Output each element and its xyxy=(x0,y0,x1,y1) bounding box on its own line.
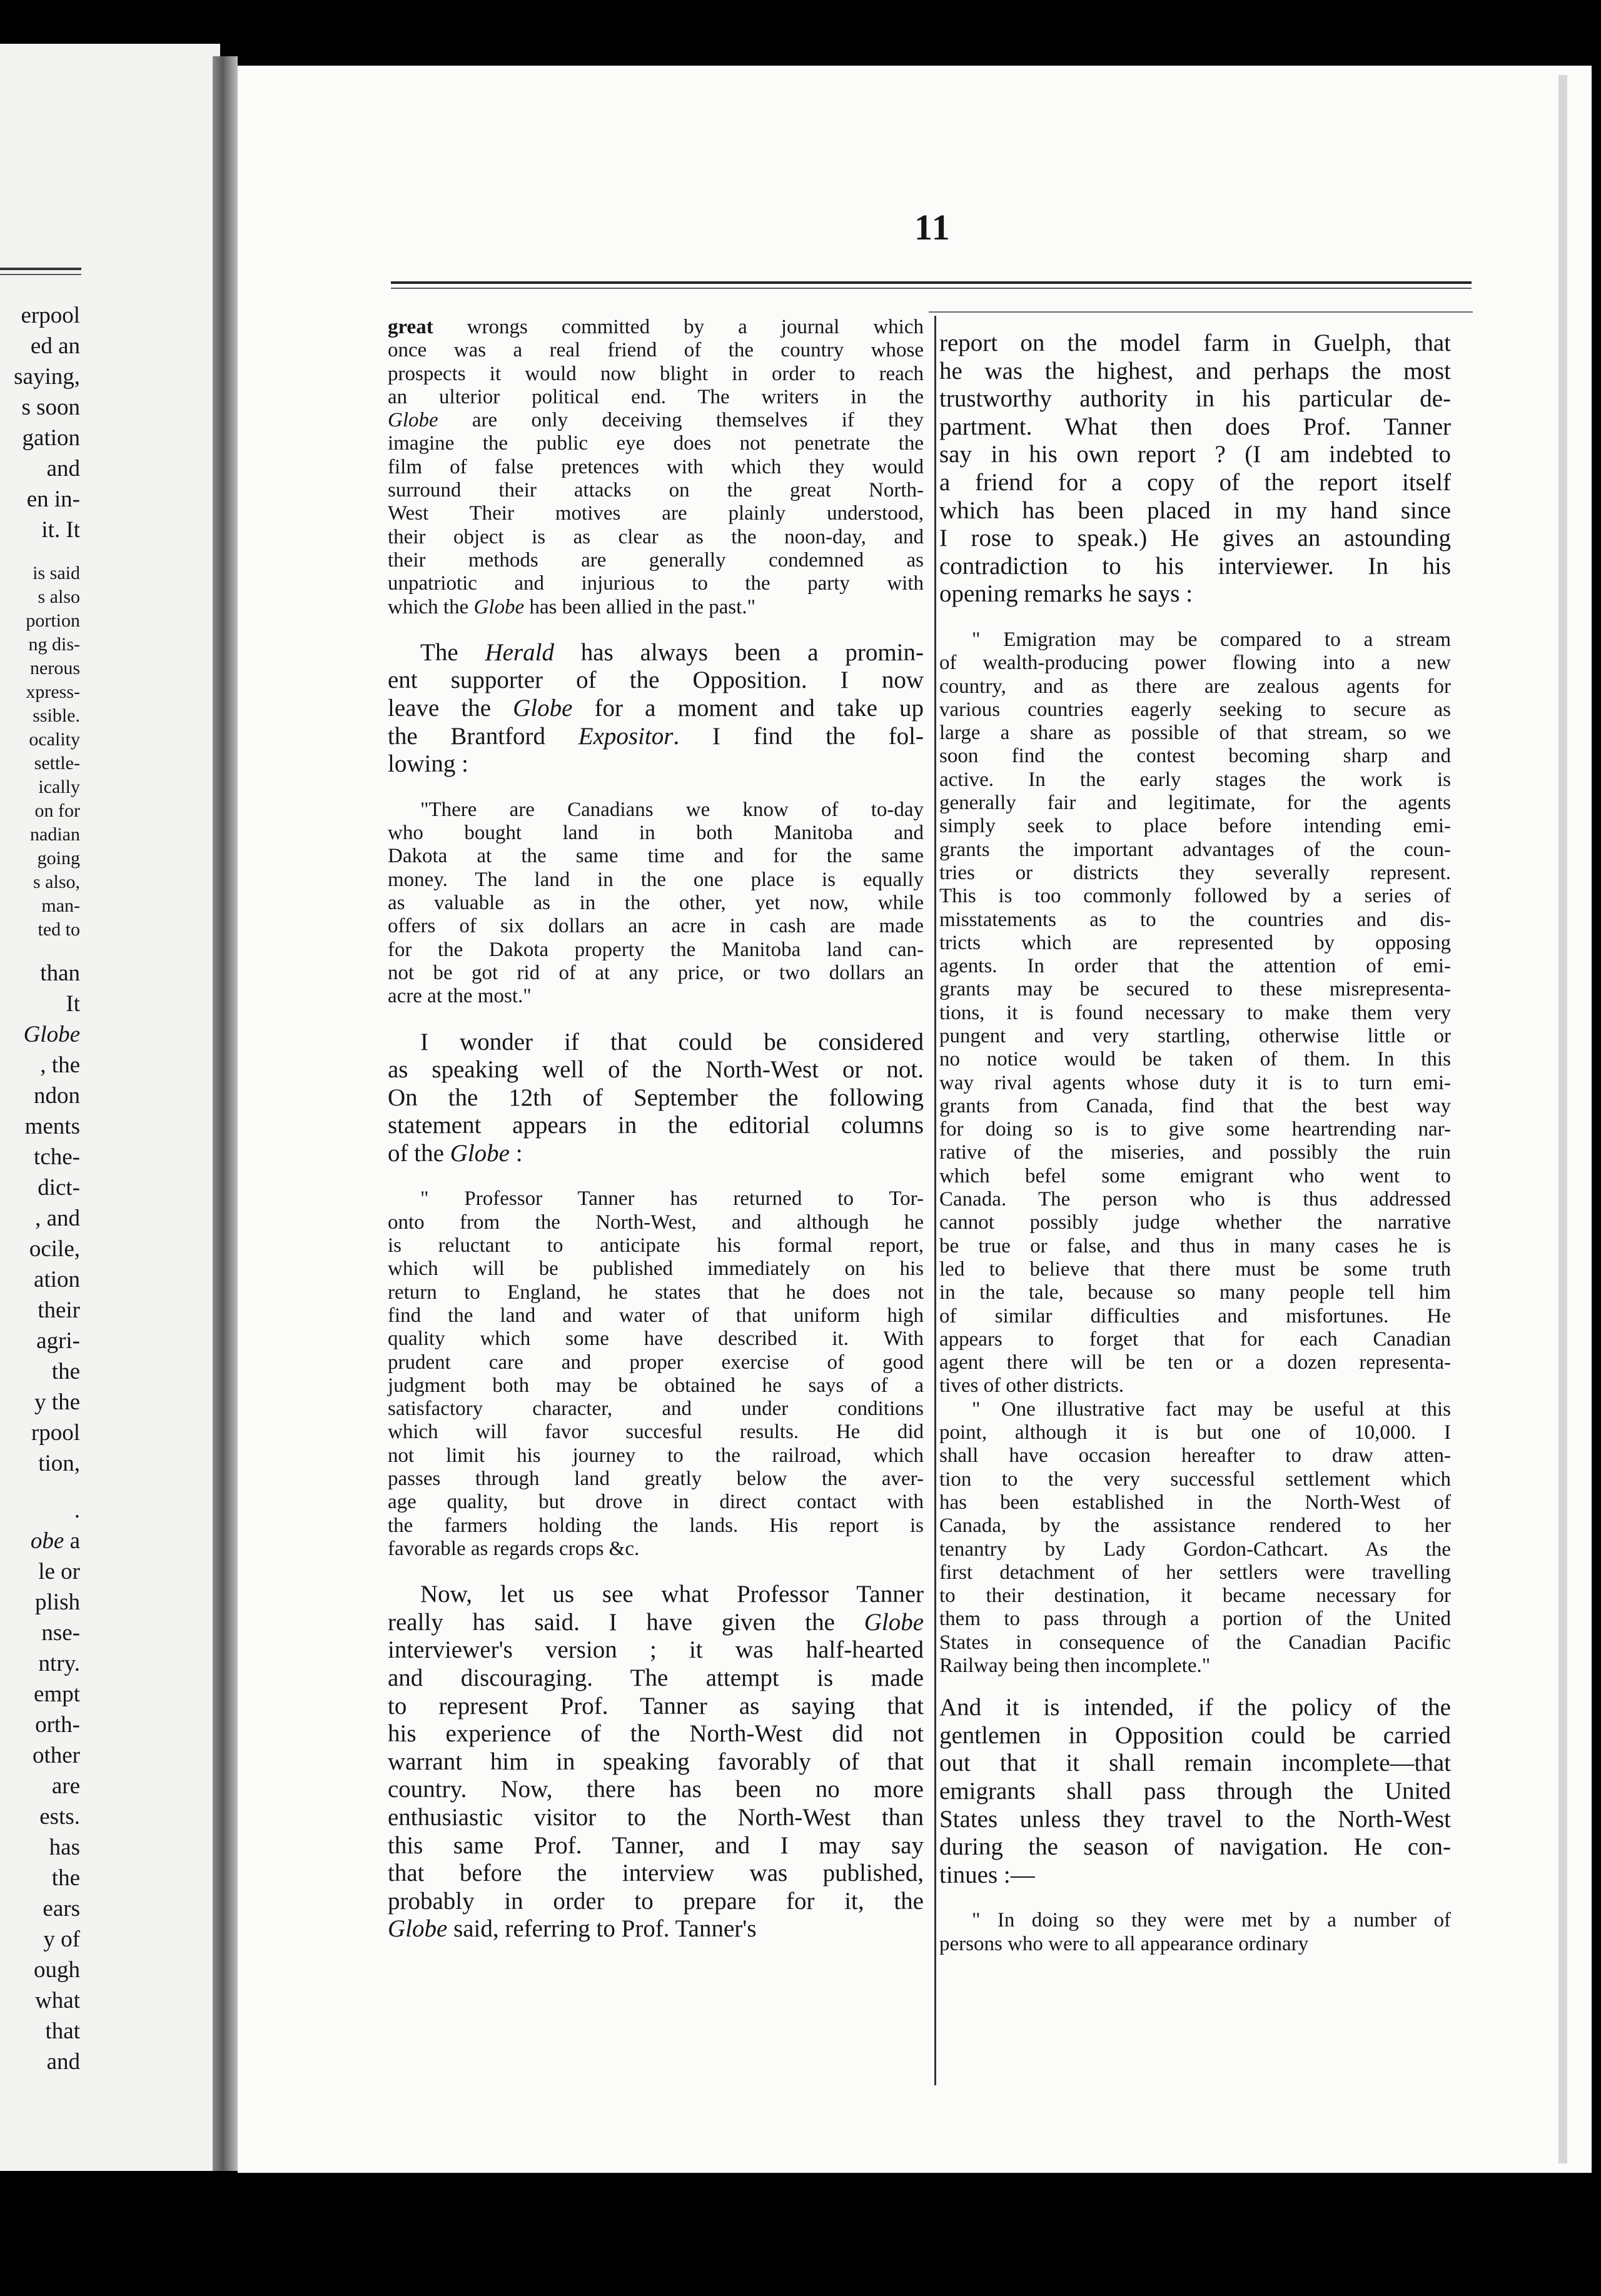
text-line: to represent Prof. Tanner as saying that xyxy=(388,1692,924,1719)
left-page-line: ng dis- xyxy=(28,634,80,655)
text-line: persons who were to all appearance ordinary xyxy=(939,1932,1309,1955)
paragraph-gap xyxy=(939,1678,1451,1694)
left-page-line: their xyxy=(38,1297,80,1323)
left-page-line: other xyxy=(32,1743,80,1768)
paragraph-now-let-us-see xyxy=(388,1581,924,1943)
quote-in-doing-so xyxy=(939,1909,1451,1956)
paragraph-gap xyxy=(388,778,924,798)
left-page-line: settle- xyxy=(34,753,80,773)
left-page-line: it. It xyxy=(41,517,80,543)
left-page-line: rpool xyxy=(31,1420,80,1446)
text-line: find the land and water of that uniform high xyxy=(388,1304,924,1327)
text-line: money. The land in the one place is equally xyxy=(388,868,924,891)
left-page-line: ssible. xyxy=(33,705,80,726)
left-page-line: dict- xyxy=(38,1175,80,1201)
text-line: as valuable as in the other, yet now, while xyxy=(388,892,924,915)
text-line: to their destination, it became necessary for xyxy=(939,1584,1451,1608)
text-line: great wrongs committed by a journal which xyxy=(388,316,924,338)
text-line: has been established in the North-West of xyxy=(939,1491,1451,1514)
text-line: agent there will be ten or a dozen representa- xyxy=(939,1351,1451,1374)
left-page-line: agri- xyxy=(36,1328,80,1354)
text-line: various countries eagerly seeking to secure as xyxy=(939,698,1451,721)
left-page-line: empt xyxy=(34,1681,80,1707)
quote-brantford-expositor xyxy=(388,798,924,1009)
quote-illustrative-fact xyxy=(939,1398,1451,1678)
text-line: soon find the contest becoming sharp and xyxy=(939,745,1451,768)
text-line: Dakota at the same time and for the same xyxy=(388,845,924,868)
paragraph-intended xyxy=(939,1694,1451,1889)
left-page-line: man- xyxy=(41,895,80,916)
left-page-line: en in- xyxy=(26,486,80,512)
paragraph-gap xyxy=(388,1009,924,1029)
text-line: out that it shall remain incomplete—that xyxy=(939,1750,1451,1777)
text-line: of wealth-producing power flowing into a new xyxy=(939,652,1451,675)
paragraph-gap xyxy=(939,1889,1451,1909)
text-line: satisfactory character, and under conditions xyxy=(388,1397,924,1421)
left-page-line: Globe xyxy=(23,1022,80,1047)
text-line: tenantry by Lady Gordon-Cathcart. As the xyxy=(939,1538,1451,1561)
text-line: offers of six dollars an acre in cash are made xyxy=(388,915,924,938)
paragraph-gap xyxy=(388,1561,924,1581)
right-column xyxy=(939,316,1451,1956)
text-line: the farmers holding the lands. His report is xyxy=(388,1514,924,1537)
left-page-line: gation xyxy=(22,425,80,451)
text-line: age quality, but drove in direct contact with xyxy=(388,1491,924,1514)
column-divider xyxy=(934,316,936,2085)
left-page-line: tion, xyxy=(38,1451,80,1476)
text-line: active. In the early stages the work is xyxy=(939,768,1451,791)
paragraph-gap xyxy=(0,545,80,561)
text-line: gentlemen in Opposition could be carried xyxy=(939,1721,1451,1749)
left-page-line: ntry. xyxy=(38,1651,80,1676)
left-page-line: y the xyxy=(34,1389,80,1415)
text-line: during the season of navigation. He con- xyxy=(939,1833,1451,1861)
text-line: this same Prof. Tanner, and I may say xyxy=(388,1831,924,1859)
paragraph-gap xyxy=(0,942,80,958)
text-line: And it is intended, if the policy of the xyxy=(939,1694,1451,1721)
left-page-line: s also xyxy=(38,587,80,607)
text-line: and discouraging. The attempt is made xyxy=(388,1664,924,1691)
text-line: West Their motives are plainly understood, xyxy=(388,502,924,525)
paragraph-herald xyxy=(388,639,924,778)
text-line: not limit his journey to the railroad, which xyxy=(388,1444,924,1467)
text-line: as speaking well of the North-West or not. xyxy=(388,1056,924,1084)
left-page-line: and xyxy=(46,456,80,481)
text-line: lowing : xyxy=(388,750,468,778)
text-line: really has said. I have given the Globe xyxy=(388,1608,924,1636)
text-line: " Emigration may be compared to a stream xyxy=(972,628,1451,651)
text-line: States in consequence of the Canadian Pacific xyxy=(939,1631,1451,1654)
quote-globe-wrongs xyxy=(388,316,924,619)
left-page-line: ted to xyxy=(38,919,80,940)
quote-professor-tanner xyxy=(388,1187,924,1561)
paragraph-gap xyxy=(388,619,924,639)
text-line: contradiction to his interviewer. In his xyxy=(939,552,1451,580)
text-line: appears to forget that for each Canadian xyxy=(939,1327,1451,1351)
text-line: first detachment of her settlers were travelling xyxy=(939,1561,1451,1584)
left-page-line: ough xyxy=(34,1957,80,1983)
text-line: favorable as regards crops &c. xyxy=(388,1537,640,1560)
text-line: partment. What then does Prof. Tanner xyxy=(939,413,1451,440)
text-line: On the 12th of September the following xyxy=(388,1084,924,1111)
text-line: once was a real friend of the country whose xyxy=(388,339,924,362)
text-line: large a share as possible of that stream, so we xyxy=(939,722,1451,745)
text-line: This is too commonly followed by a series of xyxy=(939,885,1451,908)
text-line: Globe are only deceiving themselves if they xyxy=(388,409,924,432)
left-page-rule-thin xyxy=(0,274,81,275)
text-line: no notice would be taken of them. In this xyxy=(939,1048,1451,1071)
text-line: grants may be secured to these misrepresenta- xyxy=(939,978,1451,1001)
text-line: agents. In order that the attention of emi- xyxy=(939,955,1451,978)
text-line: tion to the very successful settlement which xyxy=(939,1468,1451,1491)
left-page-line: s also, xyxy=(33,872,80,892)
left-page-line: nerous xyxy=(30,658,80,678)
text-line: which has been placed in my hand since xyxy=(939,496,1451,524)
text-line: trustworthy authority in his particular de- xyxy=(939,385,1451,413)
text-line: for the Dakota property the Manitoba land can- xyxy=(388,938,924,961)
text-line: " Professor Tanner has returned to Tor- xyxy=(420,1187,924,1211)
text-line: Now, let us see what Professor Tanner xyxy=(420,1581,924,1608)
text-line: passes through land greatly below the aver- xyxy=(388,1468,924,1491)
text-line: is reluctant to anticipate his formal report, xyxy=(388,1234,924,1257)
text-line: pungent and very startling, otherwise little or xyxy=(939,1024,1451,1047)
text-line: shall have occasion hereafter to draw atten- xyxy=(939,1444,1451,1468)
text-line: "There are Canadians we know of to-day xyxy=(420,798,924,821)
text-line: unpatriotic and injurious to the party with xyxy=(388,572,924,595)
paragraph-model-farm xyxy=(939,330,1451,608)
left-page-text xyxy=(0,300,80,2077)
text-line: quality which some have described it. With xyxy=(388,1327,924,1351)
left-page-line: portion xyxy=(26,610,80,631)
quote-emigration xyxy=(939,628,1451,1398)
page-edge xyxy=(1558,75,1567,2163)
text-line: country, and as there are zealous agents for xyxy=(939,675,1451,698)
text-line: Railway being then incomplete." xyxy=(939,1654,1211,1677)
text-line: misstatements as to the countries and dis- xyxy=(939,908,1451,931)
left-page-line: has xyxy=(49,1835,80,1860)
text-line: acre at the most." xyxy=(388,985,532,1008)
text-line: their methods are generally condemned as xyxy=(388,548,924,571)
left-page-line: going xyxy=(37,848,80,869)
text-line: emigrants shall pass through the United xyxy=(939,1778,1451,1805)
text-line: enthusiastic visitor to the North-West than xyxy=(388,1803,924,1831)
left-page-line: plish xyxy=(35,1589,80,1615)
text-line: his experience of the North-West did not xyxy=(388,1720,924,1748)
text-line: return to England, he states that he does not xyxy=(388,1281,924,1304)
text-line: opening remarks he says : xyxy=(939,580,1193,608)
left-page-line: . xyxy=(74,1498,80,1523)
paragraph-gap xyxy=(939,608,1451,628)
left-page-line: ed an xyxy=(30,333,80,359)
text-line: of similar difficulties and misfortunes. He xyxy=(939,1304,1451,1327)
left-page-rule xyxy=(0,268,81,270)
text-line: warrant him in speaking favorably of that xyxy=(388,1748,924,1775)
text-line: tives of other districts. xyxy=(939,1374,1124,1397)
left-page-line: the xyxy=(51,1359,80,1384)
text-line: not be got rid of at any price, or two dollars an xyxy=(388,961,924,984)
left-page-line: nadian xyxy=(30,824,80,845)
left-page-line: ndon xyxy=(34,1083,80,1109)
left-page-line: xpress- xyxy=(26,682,80,702)
left-page-line: , the xyxy=(40,1052,80,1078)
text-line: Canada, by the assistance rendered to her xyxy=(939,1514,1451,1538)
text-line: interviewer's version ; it was half-hearted xyxy=(388,1636,924,1664)
left-page-line: ocality xyxy=(29,729,80,750)
text-line: States unless they travel to the North-West xyxy=(939,1805,1451,1833)
text-line: rative of the miseries, and possibly the ruin xyxy=(939,1141,1451,1164)
text-line: I wonder if that could be considered xyxy=(420,1028,924,1055)
text-line: a friend for a copy of the report itself xyxy=(939,468,1451,496)
left-page-line: ears xyxy=(43,1896,80,1921)
left-page-line: , and xyxy=(35,1206,80,1231)
text-line: surround their attacks on the great North- xyxy=(388,479,924,502)
right-column-top-rule xyxy=(929,311,1473,313)
left-page-line: erpool xyxy=(21,303,80,328)
text-line: generally fair and legitimate, for the agents xyxy=(939,792,1451,815)
left-page-line: what xyxy=(35,1988,80,2013)
left-page-line: and xyxy=(46,2049,80,2075)
text-line: them to pass through a portion of the United xyxy=(939,1608,1451,1631)
text-line: prospects it would now blight in order to reach xyxy=(388,362,924,385)
left-page-line: that xyxy=(45,2018,80,2044)
text-line: country. Now, there has been no more xyxy=(388,1776,924,1803)
left-page-line: is said xyxy=(33,563,80,583)
text-line: he was the highest, and perhaps the most xyxy=(939,357,1451,385)
text-line: way rival agents whose duty it is to turn emi- xyxy=(939,1071,1451,1094)
left-facing-page xyxy=(0,44,220,2171)
paragraph-gap xyxy=(0,1479,80,1495)
text-line: Canada. The person who is thus addressed xyxy=(939,1188,1451,1211)
text-line: which befel some emigrant who went to xyxy=(939,1164,1451,1187)
text-line: simply seek to place before intending emi- xyxy=(939,815,1451,838)
text-line: statement appears in the editorial columns xyxy=(388,1112,924,1139)
text-line: tricts which are represented by opposing xyxy=(939,931,1451,954)
book-spine xyxy=(213,56,238,2171)
text-line: for doing so is to give some heartrending nar- xyxy=(939,1118,1451,1141)
text-line: onto from the North-West, and although he xyxy=(388,1211,924,1234)
left-page-line: ests. xyxy=(39,1804,80,1830)
left-page-line: tche- xyxy=(34,1144,80,1170)
paragraph-gap xyxy=(939,316,1451,330)
text-line: tions, it is found necessary to make them very xyxy=(939,1001,1451,1024)
text-line: grants from Canada, find that the best way xyxy=(939,1094,1451,1117)
text-line: be true or false, and thus in many cases he is xyxy=(939,1234,1451,1257)
paragraph-gap xyxy=(388,1167,924,1187)
text-line: which the Globe has been allied in the past." xyxy=(388,595,756,618)
page-number: 11 xyxy=(914,207,951,248)
left-page-line: saying, xyxy=(14,364,80,390)
header-rule-thin xyxy=(391,288,1472,289)
left-page-line: s soon xyxy=(21,395,80,420)
text-line: of the Globe : xyxy=(388,1139,523,1167)
text-line: Globe said, referring to Prof. Tanner's xyxy=(388,1915,757,1943)
left-page-line: the xyxy=(51,1865,80,1891)
text-line: grants the important advantages of the coun- xyxy=(939,838,1451,861)
text-line: imagine the public eye does not penetrate the xyxy=(388,432,924,455)
text-line: led to believe that there must be some truth xyxy=(939,1257,1451,1281)
left-page-line: orth- xyxy=(35,1712,80,1738)
left-column xyxy=(388,316,924,1943)
text-line: that before the interview was published, xyxy=(388,1860,924,1887)
left-page-line: than xyxy=(40,960,80,986)
text-line: film of false pretences with which they would xyxy=(388,455,924,478)
left-page-line: ation xyxy=(34,1267,80,1292)
text-line: an ulterior political end. The writers in the xyxy=(388,385,924,408)
text-line: probably in order to prepare for it, the xyxy=(388,1887,924,1915)
header-rule xyxy=(391,281,1472,284)
text-line: tries or districts they severally represent. xyxy=(939,861,1451,884)
left-page-line: ocile, xyxy=(29,1236,80,1262)
text-line: say in his own report ? (I am indebted to xyxy=(939,441,1451,468)
text-line: tinues :— xyxy=(939,1861,1035,1888)
left-page-line: le or xyxy=(38,1559,80,1584)
text-line: I rose to speak.) He gives an astounding xyxy=(939,525,1451,552)
paragraph-wonder xyxy=(388,1029,924,1168)
text-line: ent supporter of the Opposition. I now xyxy=(388,667,924,694)
text-line: in the tale, because so many people tell him xyxy=(939,1281,1451,1304)
left-page-line: y of xyxy=(43,1926,80,1952)
text-line: " One illustrative fact may be useful at this xyxy=(972,1397,1451,1421)
text-line: their object is as clear as the noon-day, and xyxy=(388,525,924,548)
text-line: prudent care and proper exercise of good xyxy=(388,1351,924,1374)
left-page-line: It xyxy=(66,991,80,1017)
left-page-line: ically xyxy=(38,777,80,797)
left-page-line: are xyxy=(51,1773,80,1799)
left-page-line: nse- xyxy=(41,1620,80,1646)
left-page-line: obe a xyxy=(30,1528,80,1554)
text-line: the Brantford Expositor. I find the fol- xyxy=(388,722,924,750)
text-line: The Herald has always been a promin- xyxy=(420,638,924,666)
text-line: cannot possibly judge whether the narrative xyxy=(939,1211,1451,1234)
text-line: which will favor succesful results. He did xyxy=(388,1421,924,1444)
text-line: " In doing so they were met by a number of xyxy=(972,1909,1451,1932)
left-page-line: on for xyxy=(34,800,80,821)
text-line: which will be published immediately on his xyxy=(388,1257,924,1281)
left-page-line: ments xyxy=(24,1114,80,1139)
text-line: report on the model farm in Guelph, that xyxy=(939,330,1451,356)
text-line: leave the Globe for a moment and take up xyxy=(388,695,924,722)
text-line: point, although it is but one of 10,000. I xyxy=(939,1421,1451,1444)
text-line: who bought land in both Manitoba and xyxy=(388,822,924,845)
text-line: judgment both may be obtained he says of a xyxy=(388,1374,924,1397)
